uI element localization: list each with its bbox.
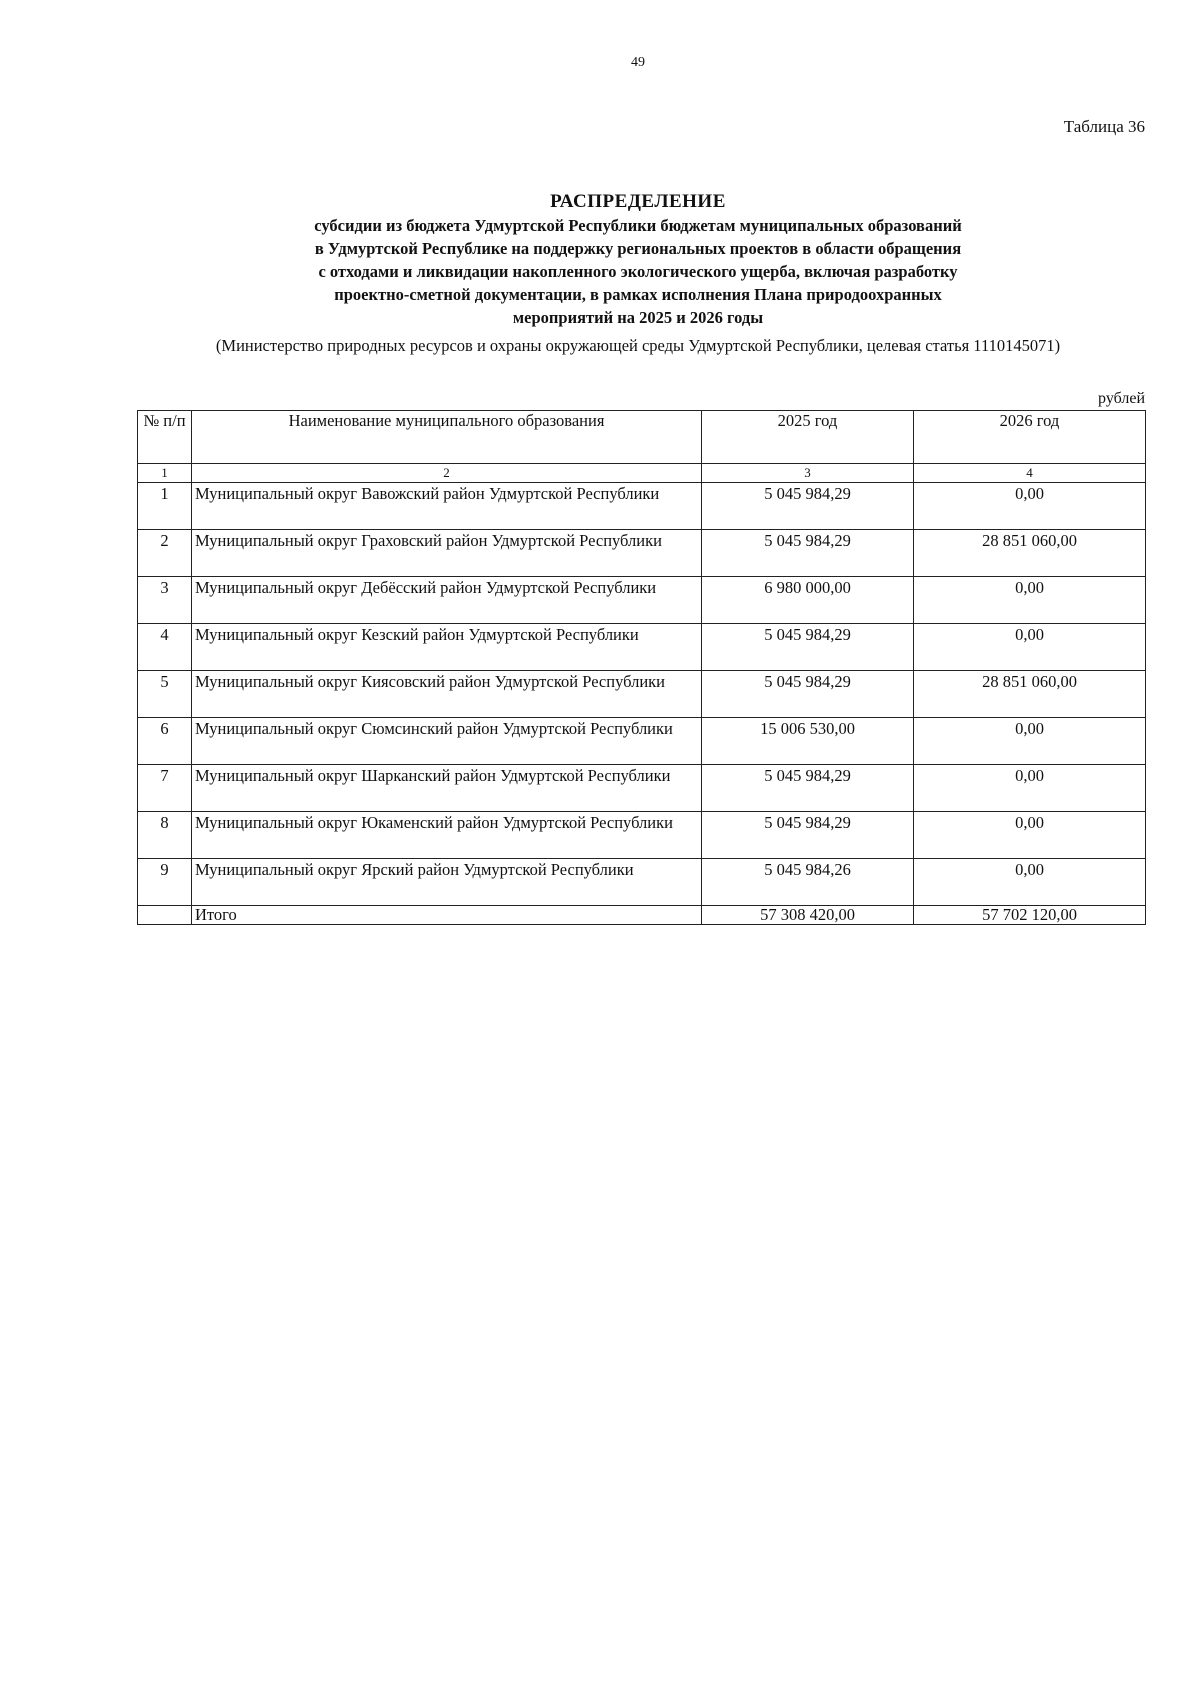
row-number: 2 xyxy=(138,530,192,577)
subtitle-line: мероприятий на 2025 и 2026 годы xyxy=(512,308,764,327)
table-row xyxy=(138,530,1146,577)
row-value-2025: 5 045 984,29 xyxy=(702,812,914,859)
subtitle-line: в Удмуртской Республике на поддержку региональных проектов в области обращения xyxy=(314,239,962,258)
table-row xyxy=(138,577,1146,624)
title-block xyxy=(0,190,1200,358)
row-number: 6 xyxy=(138,718,192,765)
row-value-2025: 6 980 000,00 xyxy=(702,577,914,624)
row-name: Муниципальный округ Дебёсский район Удмуртской Республики xyxy=(192,577,702,624)
row-number: 5 xyxy=(138,671,192,718)
table-row xyxy=(138,483,1146,530)
row-number: 8 xyxy=(138,812,192,859)
row-value-2026: 0,00 xyxy=(914,483,1146,530)
distribution-table xyxy=(137,410,1146,925)
column-number: 1 xyxy=(138,464,192,483)
row-value-2025: 5 045 984,29 xyxy=(702,671,914,718)
row-value-2026: 0,00 xyxy=(914,577,1146,624)
table-number: Таблица 36 xyxy=(1063,117,1145,136)
row-value-2026: 28 851 060,00 xyxy=(914,530,1146,577)
row-value-2025: 15 006 530,00 xyxy=(702,718,914,765)
ministry-note: (Министерство природных ресурсов и охраны окружающей среды Удмуртской Республики, целевая статья 1110145071) xyxy=(215,336,1061,355)
column-number: 2 xyxy=(192,464,702,483)
header-2026: 2026 год xyxy=(914,411,1146,464)
row-name: Муниципальный округ Киясовский район Удмуртской Республики xyxy=(192,671,702,718)
row-value-2026: 0,00 xyxy=(914,624,1146,671)
row-value-2026: 0,00 xyxy=(914,859,1146,906)
row-name: Муниципальный округ Ярский район Удмуртской Республики xyxy=(192,859,702,906)
row-name: Муниципальный округ Юкаменский район Удмуртской Республики xyxy=(192,812,702,859)
row-value-2025: 5 045 984,29 xyxy=(702,624,914,671)
header-2025: 2025 год xyxy=(702,411,914,464)
row-number: 3 xyxy=(138,577,192,624)
column-number: 3 xyxy=(702,464,914,483)
row-number: 9 xyxy=(138,859,192,906)
table-row xyxy=(138,812,1146,859)
page-number: 49 xyxy=(631,55,645,70)
row-number: 4 xyxy=(138,624,192,671)
row-value-2026: 0,00 xyxy=(914,765,1146,812)
header-name: Наименование муниципального образования xyxy=(192,411,702,464)
row-number: 7 xyxy=(138,765,192,812)
row-value-2025: 5 045 984,26 xyxy=(702,859,914,906)
total-value-2026: 57 702 120,00 xyxy=(914,906,1146,925)
row-value-2026: 28 851 060,00 xyxy=(914,671,1146,718)
column-number: 4 xyxy=(914,464,1146,483)
header-num: № п/п xyxy=(138,411,192,464)
total-row xyxy=(138,906,1146,925)
row-name: Муниципальный округ Сюмсинский район Удмуртской Республики xyxy=(192,718,702,765)
document-subtitle xyxy=(258,214,1018,329)
row-name: Муниципальный округ Кезский район Удмуртской Республики xyxy=(192,624,702,671)
row-value-2026: 0,00 xyxy=(914,812,1146,859)
table-row xyxy=(138,859,1146,906)
document-title: РАСПРЕДЕЛЕНИЕ xyxy=(550,191,726,212)
total-empty-cell xyxy=(138,906,192,925)
row-value-2025: 5 045 984,29 xyxy=(702,765,914,812)
row-name: Муниципальный округ Вавожский район Удмуртской Республики xyxy=(192,483,702,530)
table-row xyxy=(138,765,1146,812)
row-name: Муниципальный округ Граховский район Удмуртской Республики xyxy=(192,530,702,577)
table-row xyxy=(138,718,1146,765)
row-number: 1 xyxy=(138,483,192,530)
total-value-2025: 57 308 420,00 xyxy=(702,906,914,925)
subtitle-line: с отходами и ликвидации накопленного экологического ущерба, включая разработку xyxy=(318,262,958,281)
row-value-2026: 0,00 xyxy=(914,718,1146,765)
subtitle-line: проектно-сметной документации, в рамках исполнения Плана природоохранных xyxy=(334,285,942,304)
table-header-row xyxy=(138,411,1146,464)
column-numbers-row xyxy=(138,464,1146,483)
row-value-2025: 5 045 984,29 xyxy=(702,530,914,577)
subtitle-line: субсидии из бюджета Удмуртской Республики бюджетам муниципальных образований xyxy=(314,216,962,235)
total-label: Итого xyxy=(192,906,702,925)
table-row xyxy=(138,671,1146,718)
row-value-2025: 5 045 984,29 xyxy=(702,483,914,530)
units-label: рублей xyxy=(1098,390,1145,407)
table-row xyxy=(138,624,1146,671)
row-name: Муниципальный округ Шарканский район Удмуртской Республики xyxy=(192,765,702,812)
